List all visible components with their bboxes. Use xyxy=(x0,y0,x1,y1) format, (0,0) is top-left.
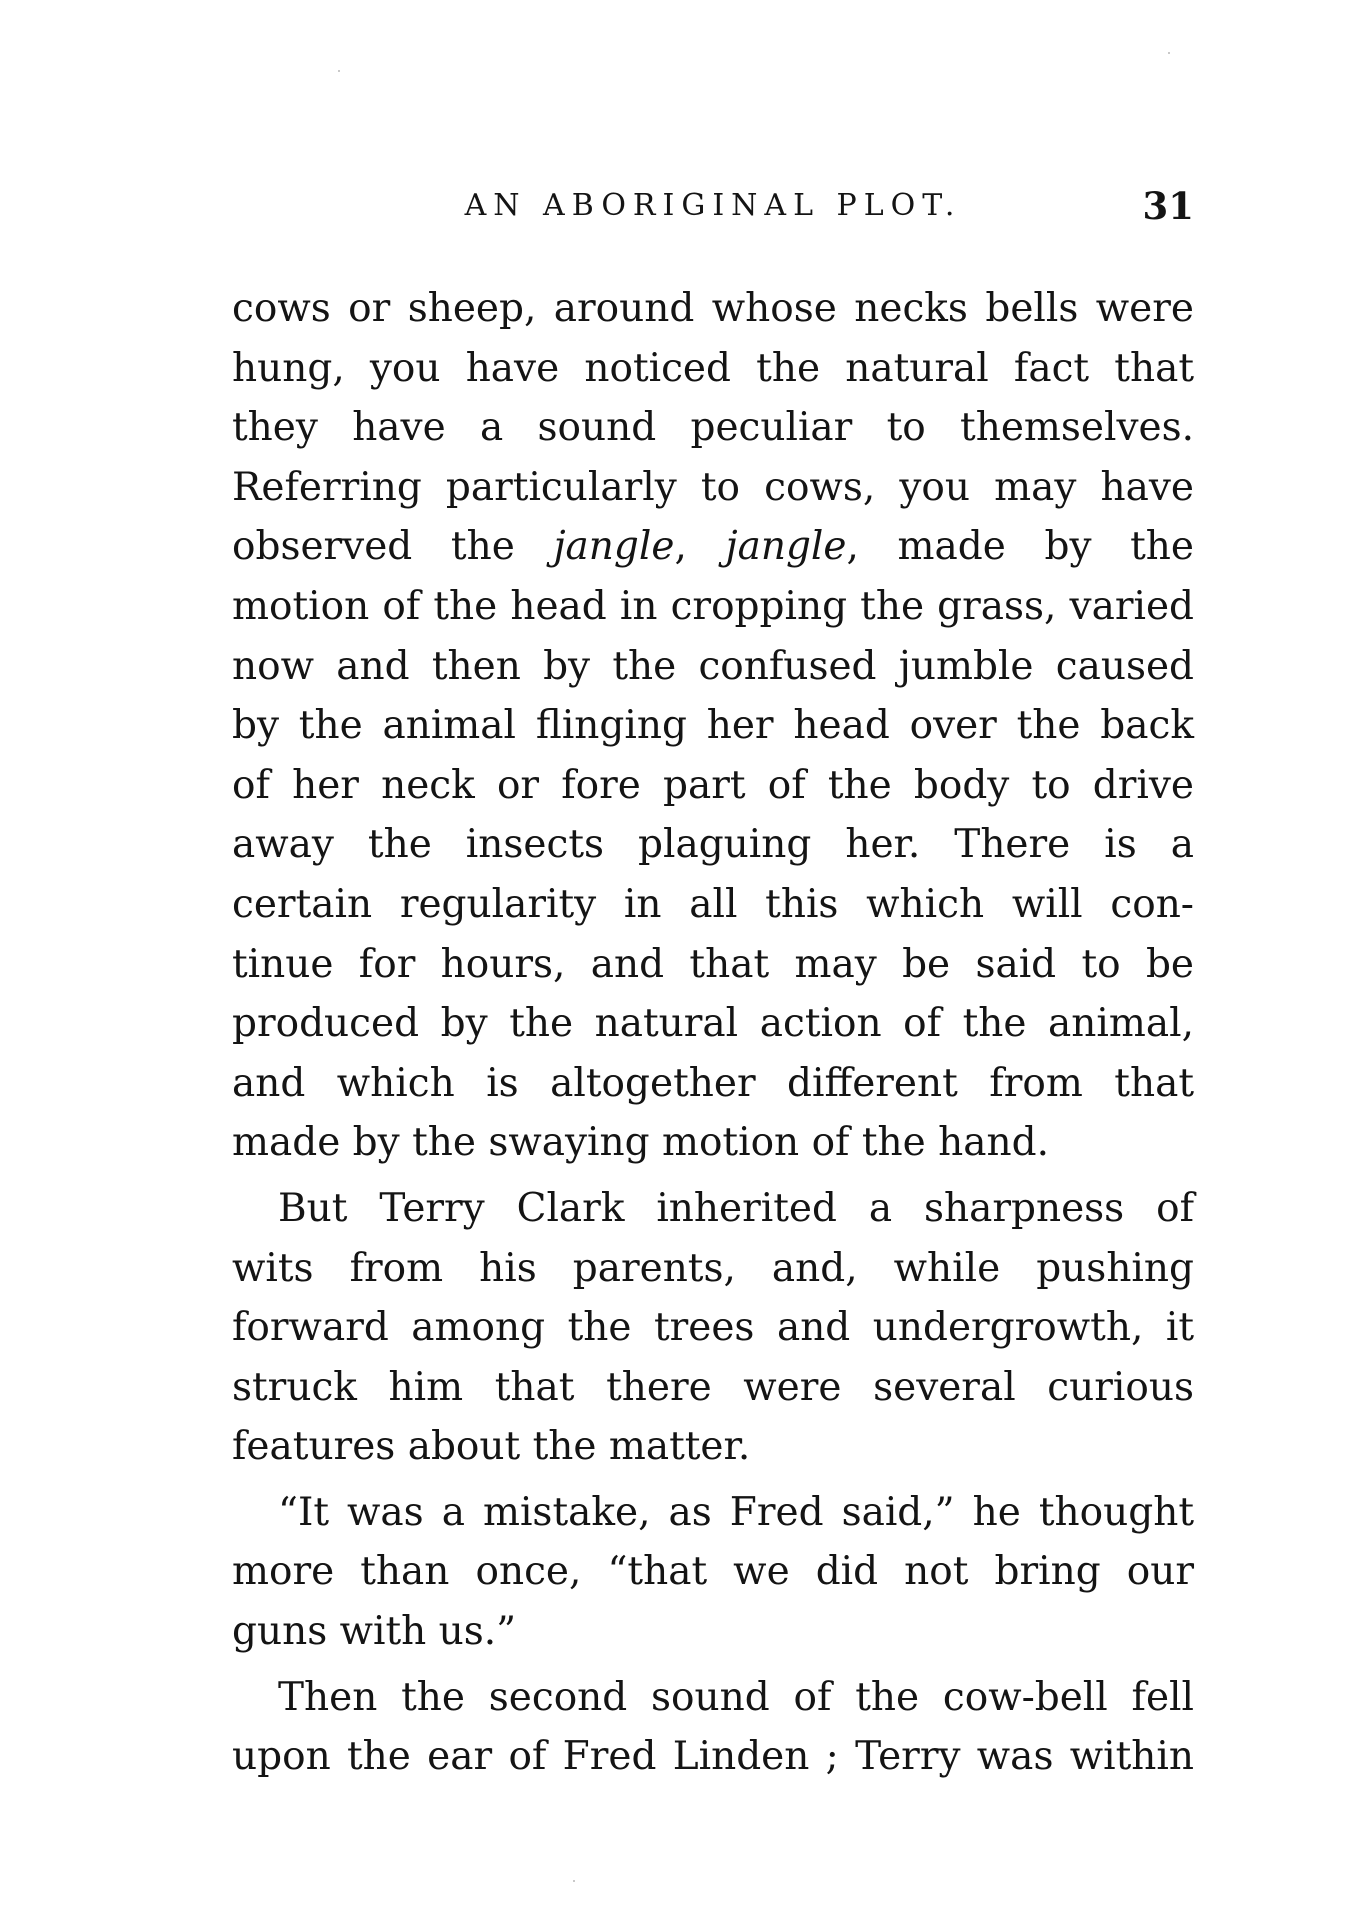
text-line: upon the ear of Fred Linden ; Terry was within xyxy=(232,1734,1194,1780)
text-line: produced by the natural action of the animal, xyxy=(232,1001,1194,1047)
paragraph xyxy=(232,1179,1194,1477)
page-number: 31 xyxy=(1142,184,1194,228)
text-line: cows or sheep, around whose necks bells were xyxy=(232,286,1194,331)
text-line: made by the swaying motion of the hand. xyxy=(232,1120,1050,1166)
text-line xyxy=(232,517,1194,577)
text-line: of her neck or fore part of the body to drive xyxy=(232,762,1194,808)
text-line: features about the matter. xyxy=(232,1424,751,1470)
text-line: Then the second sound of the cow-bell fell xyxy=(278,1674,1194,1720)
paragraph xyxy=(232,1668,1194,1787)
body-text xyxy=(232,279,1194,1787)
text-run: , xyxy=(674,524,726,570)
text-run: , made by the xyxy=(846,524,1195,570)
text-line: more than once, “that we did not bring our xyxy=(232,1549,1194,1595)
text-line: now and then by the confused jumble caused xyxy=(232,643,1194,689)
running-title: AN ABORIGINAL PLOT. xyxy=(464,188,962,223)
text-line: they have a sound peculiar to themselves. xyxy=(232,405,1194,451)
paper-speck xyxy=(573,1880,575,1882)
text-line: But Terry Clark inherited a sharpness of xyxy=(278,1185,1194,1231)
paragraph xyxy=(232,279,1194,1173)
text-line: guns with us.” xyxy=(232,1609,517,1655)
text-line: motion of the head in cropping the grass, varied xyxy=(232,583,1194,629)
text-line: struck him that there were several curious xyxy=(232,1364,1194,1410)
paper-speck xyxy=(338,70,340,72)
text-line: certain regularity in all this which will con- xyxy=(232,881,1194,927)
text-line: and which is altogether different from that xyxy=(232,1060,1194,1106)
paragraph xyxy=(232,1483,1194,1662)
text-line: forward among the trees and undergrowth, it xyxy=(232,1305,1194,1351)
text-line: away the insects plaguing her. There is a xyxy=(232,822,1194,868)
text-line: hung, you have noticed the natural fact that xyxy=(232,345,1194,391)
text-line: by the animal flinging her head over the back xyxy=(232,703,1194,749)
paper-speck xyxy=(1168,52,1170,54)
text-line: “It was a mistake, as Fred said,” he thought xyxy=(278,1489,1194,1535)
text-line: wits from his parents, and, while pushing xyxy=(232,1245,1194,1291)
text-line: tinue for hours, and that may be said to be xyxy=(232,941,1194,987)
running-head xyxy=(232,184,1194,234)
italic-word: jangle xyxy=(553,524,675,570)
text-run: observed the xyxy=(232,524,554,570)
text-line: Referring particularly to cows, you may have xyxy=(232,464,1194,510)
italic-word: jangle xyxy=(725,524,847,570)
